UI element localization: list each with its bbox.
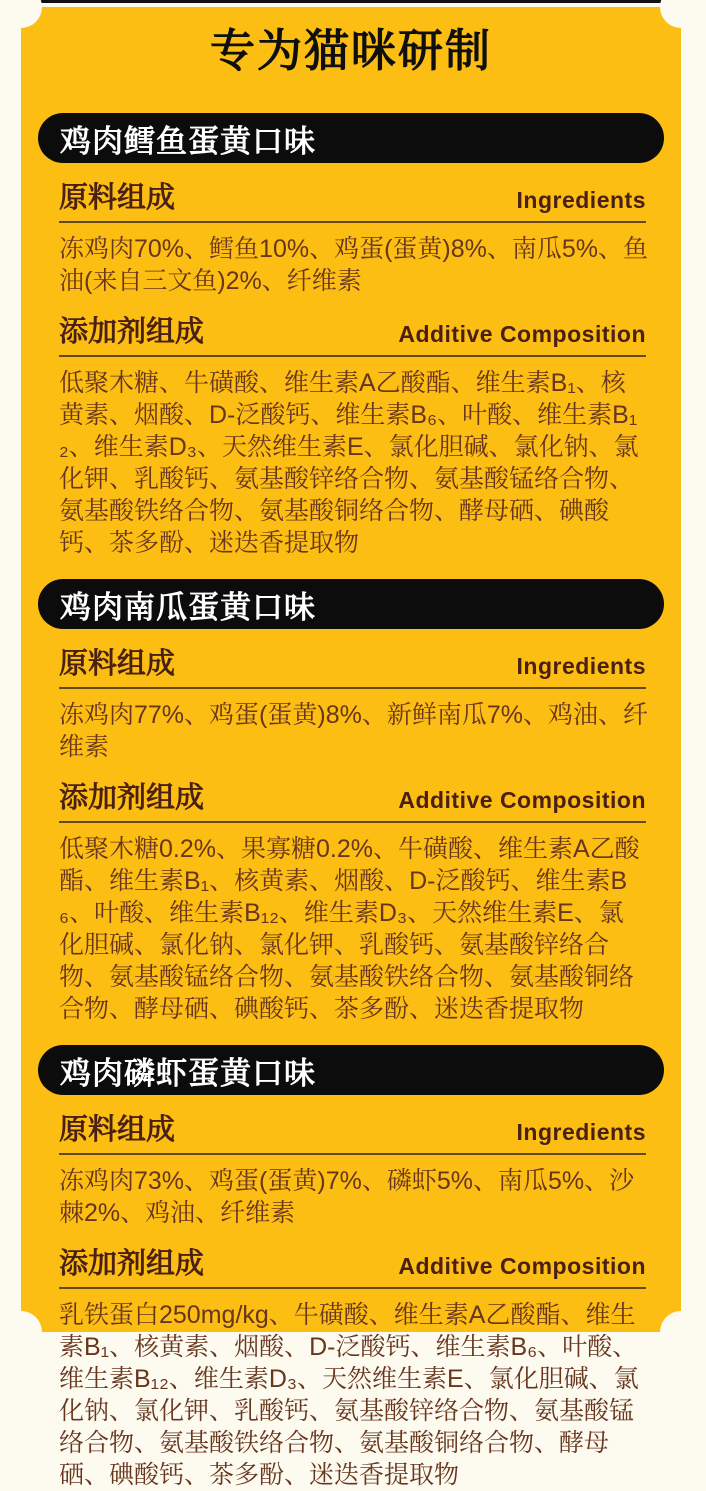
ingredients-heading-en: Ingredients	[516, 187, 646, 213]
ingredients-heading-cn: 原料组成	[59, 182, 176, 214]
corner-notch-bottom-right	[660, 1311, 702, 1353]
additives-heading-en: Additive Composition	[398, 787, 646, 813]
flavor-header-bar	[38, 113, 664, 163]
additives-text: 低聚木糖0.2%、果寡糖0.2%、牛磺酸、维生素A乙酸酯、维生素B₁、核黄素、烟酸、D-泛酸钙、维生素B₆、叶酸、维生素B₁₂、维生素D₃、天然维生素E、氯化胆碱、氯化钠、氯化钾、乳酸钙、氨基酸锌络合物、氨基酸锰络合物、氨基酸铁络合物、氨基酸铜络合物、酵母硒、碘酸钙、茶多酚、迷迭香提取物	[59, 835, 640, 1023]
additives-heading-en: Additive Composition	[398, 321, 646, 347]
flavor-name: 鸡肉鳕鱼蛋黄口味	[60, 123, 316, 159]
ingredients-text: 冻鸡肉70%、鳕鱼10%、鸡蛋(蛋黄)8%、南瓜5%、鱼油(来自三文鱼)2%、纤维素	[59, 235, 648, 295]
additives-heading-cn: 添加剂组成	[59, 1248, 205, 1280]
ingredients-heading-cn: 原料组成	[59, 648, 176, 680]
ingredients-heading-en: Ingredients	[516, 1119, 646, 1145]
page-title: 专为猫咪研制	[209, 25, 492, 76]
additives-heading-row	[59, 1248, 646, 1289]
cat-food-info-card	[21, 7, 681, 1489]
flavor-section-pumpkin	[21, 579, 681, 1025]
additives-heading-en: Additive Composition	[398, 1253, 646, 1279]
additives-heading-row	[59, 782, 646, 823]
flavor-header-bar	[38, 579, 664, 629]
previous-section-bar-edge	[38, 0, 666, 3]
ingredients-text: 冻鸡肉73%、鸡蛋(蛋黄)7%、磷虾5%、南瓜5%、沙棘2%、鸡油、纤维素	[59, 1167, 635, 1227]
ingredients-heading-row	[59, 182, 646, 223]
ingredients-heading-row	[59, 1114, 646, 1155]
flavor-name: 鸡肉南瓜蛋黄口味	[60, 589, 316, 625]
corner-notch-bottom-left	[0, 1311, 42, 1353]
ingredients-text: 冻鸡肉77%、鸡蛋(蛋黄)8%、新鲜南瓜7%、鸡油、纤维素	[59, 701, 648, 761]
ingredients-heading-cn: 原料组成	[59, 1114, 176, 1146]
additives-text: 低聚木糖、牛磺酸、维生素A乙酸酯、维生素B₁、核黄素、烟酸、D-泛酸钙、维生素B₆、叶酸、维生素B₁₂、维生素D₃、天然维生素E、氯化胆碱、氯化钠、氯化钾、乳酸钙、氨基酸锌络合物、氨基酸锰络合物、氨基酸铁络合物、氨基酸铜络合物、酵母硒、碘酸钙、茶多酚、迷迭香提取物	[59, 369, 639, 557]
flavor-name: 鸡肉磷虾蛋黄口味	[60, 1055, 316, 1091]
additives-heading-cn: 添加剂组成	[59, 782, 205, 814]
ingredients-heading-en: Ingredients	[516, 653, 646, 679]
additives-heading-cn: 添加剂组成	[59, 316, 205, 348]
flavor-section-krill	[21, 1045, 681, 1491]
additives-text: 乳铁蛋白250mg/kg、牛磺酸、维生素A乙酸酯、维生素B₁、核黄素、烟酸、D-泛酸钙、维生素B₆、叶酸、维生素B₁₂、维生素D₃、天然维生素E、氯化胆碱、氯化钠、氯化钾、乳酸钙、氨基酸锌络合物、氨基酸锰络合物、氨基酸铁络合物、氨基酸铜络合物、酵母硒、碘酸钙、茶多酚、迷迭香提取物	[59, 1301, 639, 1489]
flavor-header-bar	[38, 1045, 664, 1095]
ingredients-heading-row	[59, 648, 646, 689]
flavor-section-cod	[21, 113, 681, 559]
additives-heading-row	[59, 316, 646, 357]
